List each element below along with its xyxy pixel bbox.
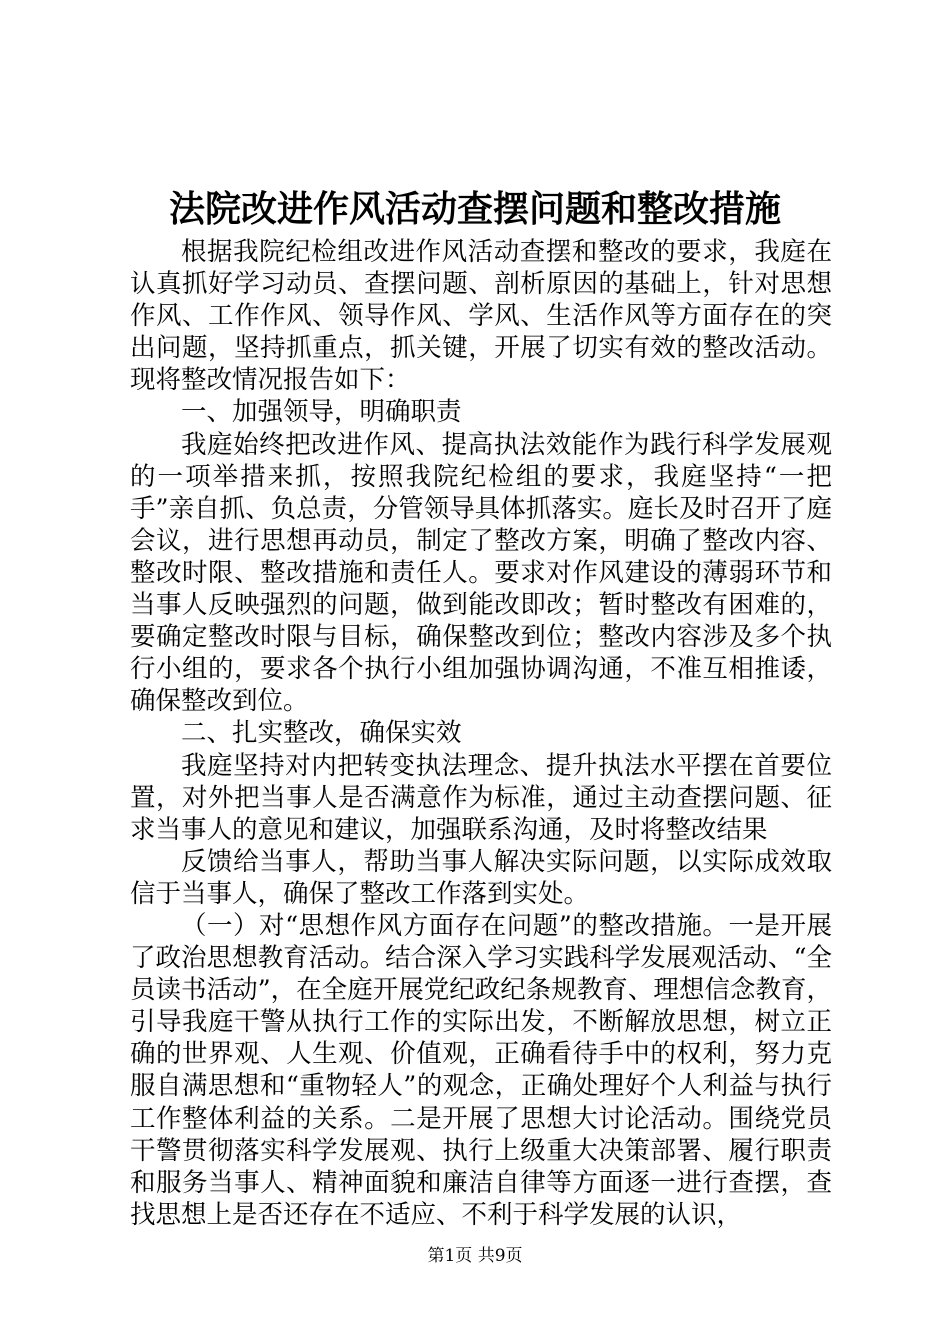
page-number-footer: 第1页 共9页 (427, 1246, 523, 1266)
document-title: 法院改进作风活动查摆问题和整改措施 (168, 188, 781, 230)
intro-paragraph: 根据我院纪检组改进作风活动查摆和整改的要求，我庭在认真抓好学习动员、查摆问题、剖析原因的基础上，针对思想作风、工作作风、领导作风、学风、生活作风等方面存在的突出问题，坚持抓重点，抓关键，开展了切实有效的整改活动。现将整改情况报告如下： (130, 237, 832, 396)
document-body (130, 236, 832, 1231)
section-2-paragraph-continued: 反馈给当事人，帮助当事人解决实际问题，以实际成效取信于当事人，确保了整改工作落到实处。 (130, 846, 832, 909)
section-2-paragraph: 我庭坚持对内把转变执法理念、提升执法水平摆在首要位置，对外把当事人是否满意作为标准，通过主动查摆问题、征求当事人的意见和建议，加强联系沟通，及时将整改结果 (130, 750, 832, 845)
subsection-1-paragraph: （一）对“思想作风方面存在问题”的整改措施。一是开展了政治思想教育活动。结合深入学习实践科学发展观活动、“全员读书活动”，在全庭开展党纪政纪条规教育、理想信念教育，引导我庭干警从执行工作的实际出发，不断解放思想，树立正确的世界观、人生观、价值观，正确看待手中的权利，努力克服自满思想和“重物轻人”的观念，正确处理好个人利益与执行工作整体利益的关系。二是开展了思想大讨论活动。围绕党员干警贯彻落实科学发展观、执行上级重大决策部署、履行职责和服务当事人、精神面貌和廉洁自律等方面逐一进行查摆，查找思想上是否还存在不适应、不利于科学发展的认识， (130, 910, 832, 1230)
section-heading-2: 二、扎实整改，确保实效 (181, 718, 462, 749)
section-heading-1: 一、加强领导，明确职责 (181, 397, 462, 428)
section-1-paragraph: 我庭始终把改进作风、提高执法效能作为践行科学发展观的一项举措来抓，按照我院纪检组的要求，我庭坚持“一把手”亲自抓、负总责，分管领导具体抓落实。庭长及时召开了庭会议，进行思想再动员，制定了整改方案，明确了整改内容、整改时限、整改措施和责任人。要求对作风建设的薄弱环节和当事人反映强烈的问题，做到能改即改；暂时整改有困难的，要确定整改时限与目标，确保整改到位；整改内容涉及多个执行小组的，要求各个执行小组加强协调沟通，不准互相推诿，确保整改到位。 (130, 429, 832, 717)
